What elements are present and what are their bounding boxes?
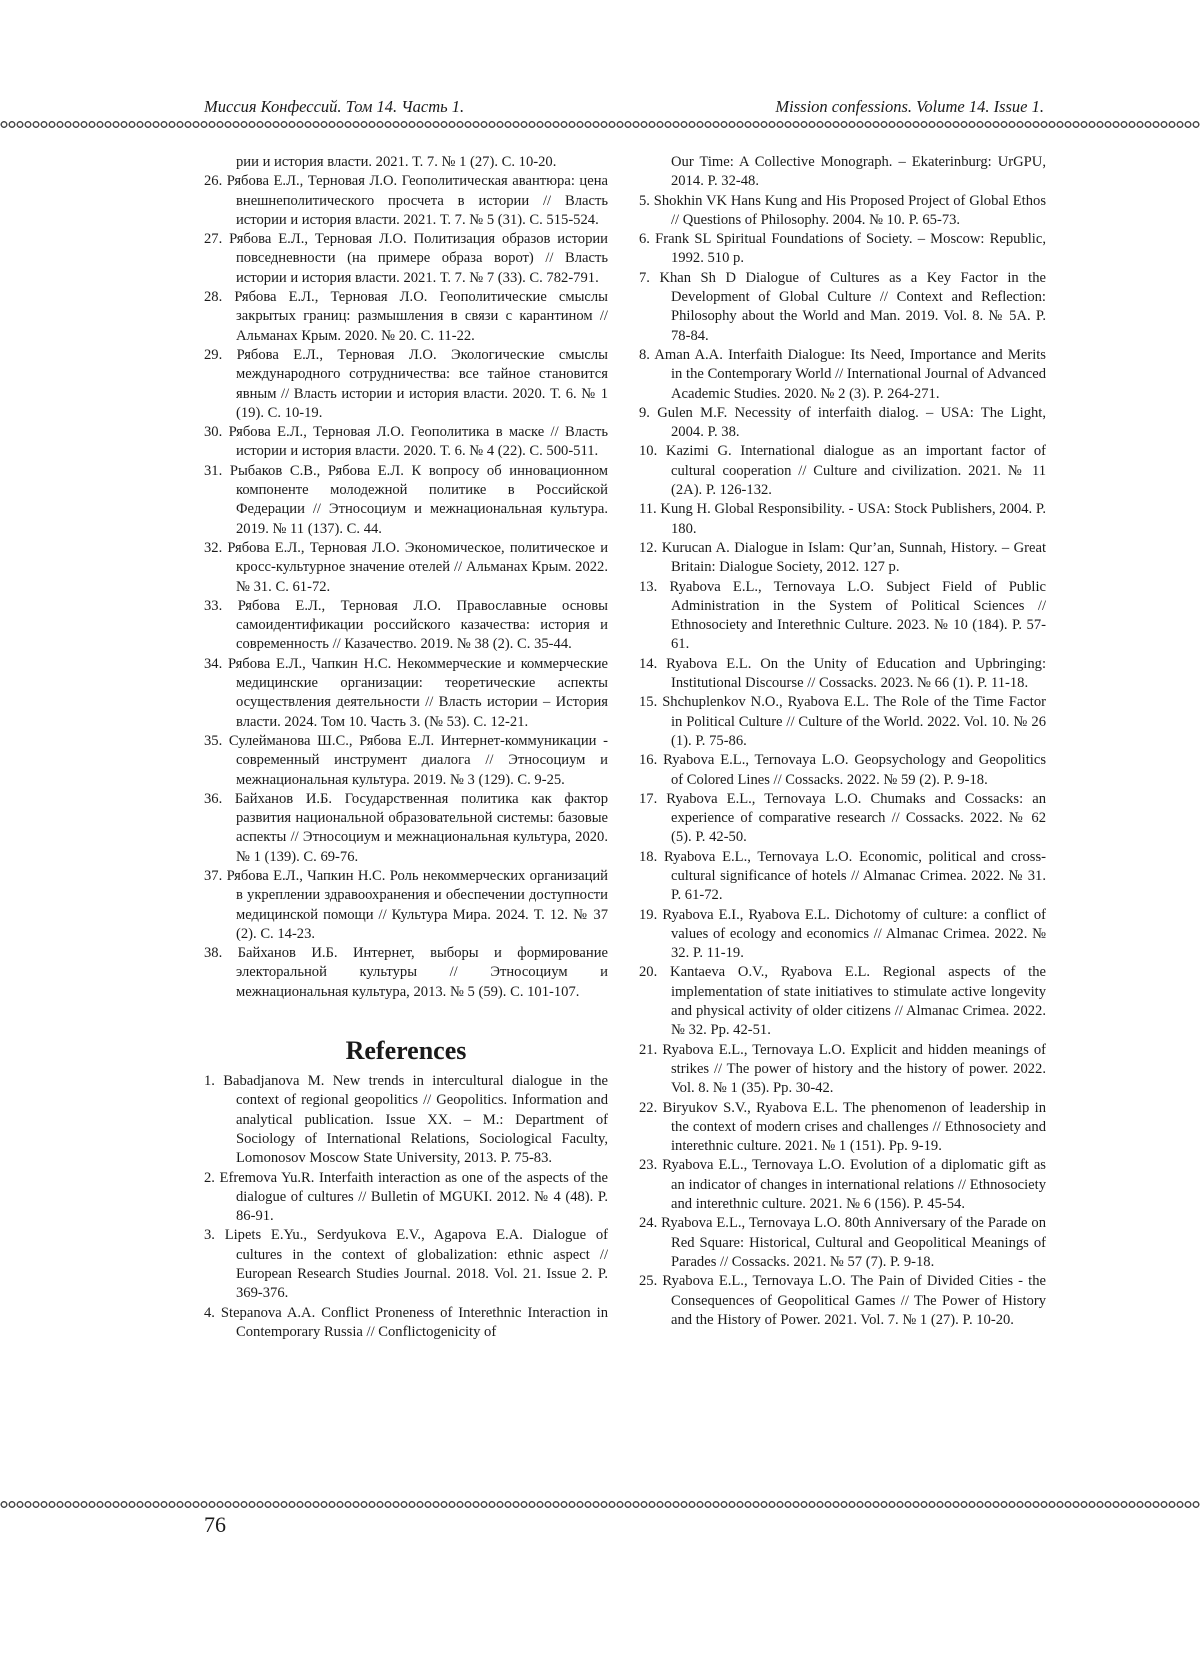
reference-item: 29. Рябова Е.Л., Терновая Л.О. Экологические смыслы международного сотрудничества: все тайное становится явным // Власть истории и история власти. 2020. Т. 6. № 1 (19). С. 10-19.: [204, 346, 608, 421]
reference-item: 12. Kurucan A. Dialogue in Islam: Qur’an, Sunnah, History. – Great Britain: Dialogue Society, 2012. 127 p.: [639, 539, 1046, 576]
reference-item: 1. Babadjanova M. New trends in intercultural dialogue in the context of regional geopolitics // Geopolitics. Information and analytical publication. Issue XX. – M.: Department of Sociology of International Relations, Sociological Faculty, Lomonosov Moscow State University, 2013. P. 75-83.: [204, 1073, 608, 1167]
reference-item: 25. Ryabova E.L., Ternovaya L.O. The Pain of Divided Cities - the Consequences of Geopolitical Games // The Power of History and the History of Power. 2021. Vol. 7. № 1 (27). P. 10-20.: [639, 1273, 1046, 1328]
reference-item: 18. Ryabova E.L., Ternovaya L.O. Economic, political and cross-cultural significance of hotels // Almanac Crimea. 2022. № 31. P. 61-72.: [639, 848, 1046, 904]
reference-item: 35. Сулейманова Ш.С., Рябова Е.Л. Интернет-коммуникации - современный инструмент диалога // Этносоциум и межнациональная культура. 2019. № 3 (129). С. 9-25.: [204, 732, 608, 788]
running-header: [204, 96, 1044, 120]
reference-item: 9. Gulen M.F. Necessity of interfaith dialog. – USA: The Light, 2004. P. 38.: [639, 404, 1046, 441]
reference-item: 10. Kazimi G. International dialogue as an important factor of cultural cooperation // Culture and civilization. 2021. № 11 (2A). P. 126-132.: [639, 443, 1046, 499]
reference-item: 23. Ryabova E.L., Ternovaya L.O. Evolution of a diplomatic gift as an indicator of changes in international relations // Ethnosociety and interethnic culture. 2021. № 6 (156). P. 45-54.: [639, 1157, 1046, 1213]
reference-continuation: Our Time: A Collective Monograph. – Ekaterinburg: UrGPU, 2014. P. 32-48.: [671, 154, 1046, 190]
reference-item: 33. Рябова Е.Л., Терновая Л.О. Православные основы самоидентификации российского казачества: история и современность // Казачество. 2019. № 38 (2). С. 35-44.: [204, 597, 608, 653]
reference-item: 4. Stepanova A.A. Conflict Proneness of Interethnic Interaction in Contemporary Russia // Conflictogenicity of: [204, 1304, 608, 1340]
reference-item: 34. Рябова Е.Л., Чапкин Н.С. Некоммерческие и коммерческие медицинские организации: теоретические аспекты осуществления деятельности // Власть истории – История власти. 2024. Том 10. Часть 3. (№ 53). С. 12-21.: [204, 655, 608, 730]
reference-item: 13. Ryabova E.L., Ternovaya L.O. Subject Field of Public Administration in the System of Political Sciences // Ethnosociety and Interethnic Culture. 2023. № 10 (184). P. 57-61.: [639, 578, 1046, 653]
reference-item: 31. Рыбаков С.В., Рябова Е.Л. К вопросу об инновационном компоненте молодежной политике в Российской Федерации // Этносоциум и межнациональная культура. 2019. № 11 (137). С. 44.: [204, 462, 608, 537]
reference-item: 32. Рябова Е.Л., Терновая Л.О. Экономическое, политическое и кросс-культурное значение отелей // Альманах Крым. 2022. № 31. С. 61-72.: [204, 539, 608, 595]
reference-item: 22. Biryukov S.V., Ryabova E.L. The phenomenon of leadership in the context of modern crises and challenges // Ethnosociety and interethnic culture. 2021. № 1 (151). Pp. 9-19.: [639, 1099, 1046, 1155]
reference-item: 5. Shokhin VK Hans Kung and His Proposed Project of Global Ethos // Questions of Philosophy. 2004. № 10. P. 65-73.: [639, 192, 1046, 228]
reference-item: 28. Рябова Е.Л., Терновая Л.О. Геополитические смыслы закрытых границ: размышления в связи с карантином // Альманах Крым. 2020. № 20. С. 11-22.: [204, 289, 608, 344]
reference-item: 20. Kantaeva O.V., Ryabova E.L. Regional aspects of the implementation of state initiatives to stimulate active longevity and physical activity of older citizens // Almanac Crimea. 2022. № 32. Pp. 42-51.: [639, 964, 1046, 1039]
reference-continuation: рии и история власти. 2021. Т. 7. № 1 (27). С. 10-20.: [236, 154, 557, 170]
reference-item: 8. Aman A.A. Interfaith Dialogue: Its Need, Importance and Merits in the Contemporary World // International Journal of Advanced Academic Studies. 2020. № 2 (3). P. 264-271.: [639, 346, 1046, 402]
reference-item: 27. Рябова Е.Л., Терновая Л.О. Политизация образов истории повседневности (на примере образа ворот) // Власть истории и история власти. 2021. Т. 7. № 7 (33). С. 782-791.: [204, 231, 608, 286]
reference-item: 6. Frank SL Spiritual Foundations of Society. – Moscow: Republic, 1992. 510 p.: [639, 231, 1046, 267]
reference-item: 11. Kung H. Global Responsibility. - USA: Stock Publishers, 2004. P. 180.: [639, 501, 1046, 537]
journal-title-ru: Миссия Конфессий. Том 14. Часть 1.: [204, 97, 465, 116]
footer-ornament-rule: [0, 1500, 1200, 1509]
reference-item: 16. Ryabova E.L., Ternovaya L.O. Geopsychology and Geopolitics of Colored Lines // Cossacks. 2022. № 59 (2). P. 9-18.: [639, 752, 1046, 788]
reference-item: 14. Ryabova E.L. On the Unity of Education and Upbringing: Institutional Discourse // Cossacks. 2023. № 66 (1). P. 11-18.: [639, 655, 1046, 692]
reference-item: 36. Байханов И.Б. Государственная политика как фактор развития национальной образовательной системы: базовые аспекты // Этносоциум и межнациональная культура, 2020. № 1 (139). С. 69-76.: [204, 790, 608, 865]
reference-item: 38. Байханов И.Б. Интернет, выборы и формирование электоральной культуры // Этносоциум и межнациональная культура, 2013. № 5 (59). С. 101-107.: [204, 945, 608, 1000]
header-ornament-rule: [0, 120, 1200, 129]
reference-item: 26. Рябова Е.Л., Терновая Л.О. Геополитическая авантюра: цена внешнеполитического просчета в истории // Власть истории и история власти. 2021. Т. 7. № 5 (31). С. 515-524.: [204, 173, 608, 228]
left-column: [204, 153, 608, 1342]
reference-item: 2. Efremova Yu.R. Interfaith interaction as one of the aspects of the dialogue of cultures // Bulletin of MGUKI. 2012. № 4 (48). P. 86-91.: [204, 1169, 608, 1225]
journal-title-en: Mission confessions. Volume 14. Issue 1.: [775, 97, 1044, 116]
reference-item: 7. Khan Sh D Dialogue of Cultures as a Key Factor in the Development of Global Culture // Context and Reflection: Philosophy about the World and Man. 2019. Vol. 8. № 5A. P. 78-84.: [639, 269, 1046, 344]
reference-item: 3. Lipets E.Yu., Serdyukova E.V., Agapova E.A. Dialogue of cultures in the context of globalization: ethnic aspect // European Research Studies Journal. 2018. Vol. 21. Issue 2. P. 369-376.: [204, 1227, 608, 1302]
references-heading: References: [345, 1036, 467, 1066]
reference-item: 30. Рябова Е.Л., Терновая Л.О. Геополитика в маске // Власть истории и история власти. 2020. Т. 6. № 4 (22). С. 500-511.: [204, 424, 608, 460]
reference-item: 37. Рябова Е.Л., Чапкин Н.С. Роль некоммерческих организаций в укреплении здравоохранения и обеспечении доступности медицинской помощи // Культура Мира. 2024. Т. 12. № 37 (2). С. 14-23.: [204, 867, 608, 942]
reference-item: 15. Shchuplenkov N.O., Ryabova E.L. The Role of the Time Factor in Political Culture // Culture of the World. 2022. Vol. 10. № 26 (1). P. 75-86.: [639, 694, 1046, 749]
reference-item: 19. Ryabova E.I., Ryabova E.L. Dichotomy of culture: a conflict of values of ecology and economics // Almanac Crimea. 2022. № 32. P. 11-19.: [639, 906, 1046, 962]
reference-item: 21. Ryabova E.L., Ternovaya L.O. Explicit and hidden meanings of strikes // The power of history and the history of power. 2022. Vol. 8. № 1 (35). Pp. 30-42.: [639, 1041, 1046, 1097]
reference-item: 24. Ryabova E.L., Ternovaya L.O. 80th Anniversary of the Parade on Red Square: Historical, Cultural and Geopolitical Meanings of Parades // Cossacks. 2021. № 57 (7). P. 9-18.: [639, 1215, 1046, 1270]
reference-item: 17. Ryabova E.L., Ternovaya L.O. Chumaks and Cossacks: an experience of comparative research // Cossacks. 2022. № 62 (5). P. 42-50.: [639, 790, 1046, 846]
page-number: 76: [204, 1512, 226, 1537]
right-column: [639, 153, 1046, 1330]
